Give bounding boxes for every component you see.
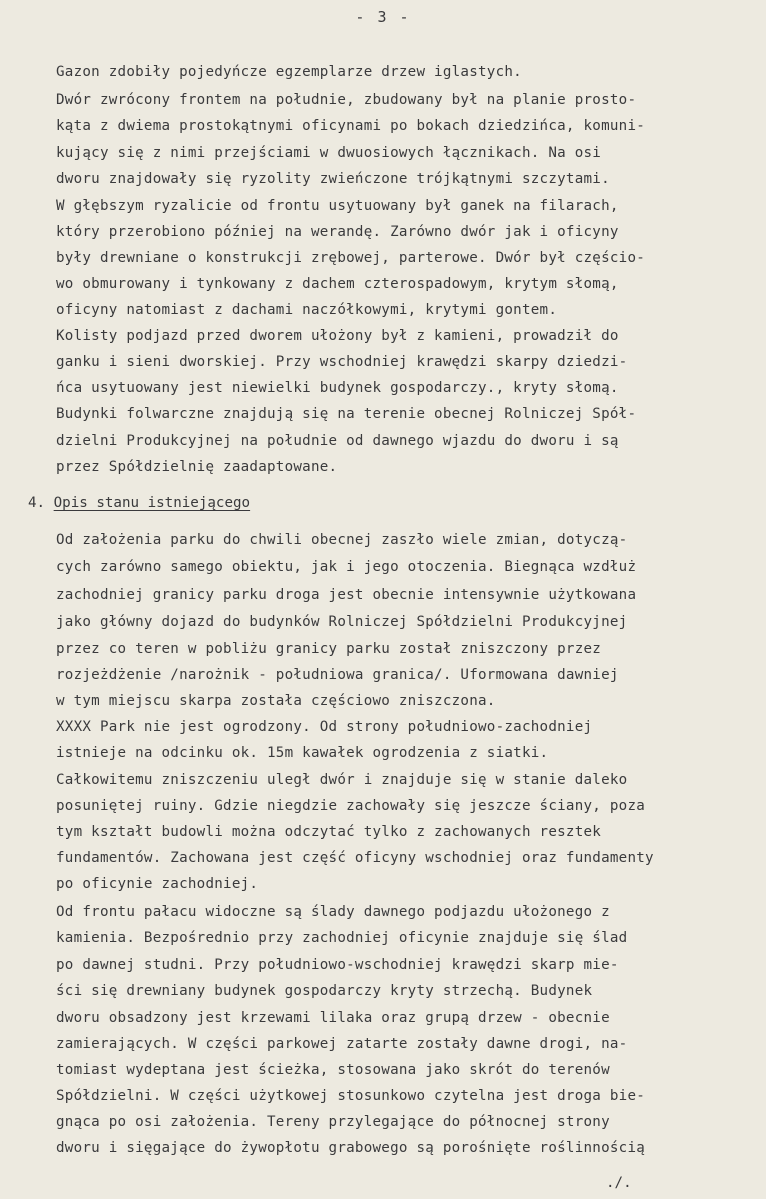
text-line: ńca usytuowany jest niewielki budynek gospodarczy., kryty słomą.	[56, 380, 619, 396]
text-line: po oficynie zachodniej.	[56, 876, 259, 892]
text-line: przez Spółdzielnię zaadaptowane.	[56, 459, 338, 475]
text-line: dworu obsadzony jest krzewami lilaka oraz grupą drzew - obecnie	[56, 1010, 610, 1026]
text-line: który przerobiono później na werandę. Zarówno dwór jak i oficyny	[56, 224, 619, 240]
text-line: Spółdzielni. W części użytkowej stosunkowo czytelna jest droga bie-	[56, 1088, 646, 1104]
page-number: - 3 -	[355, 8, 411, 26]
text-line: fundamentów. Zachowana jest część oficyny wschodniej oraz fundamenty	[56, 850, 654, 866]
text-line: kujący się z nimi przejściami w dwuosiowych łącznikach. Na osi	[56, 145, 602, 161]
text-line: istnieje na odcinku ok. 15m kawałek ogrodzenia z siatki.	[56, 745, 549, 761]
text-line: kamienia. Bezpośrednio przy zachodniej oficynie znajduje się ślad	[56, 930, 628, 946]
text-line: dzielni Produkcyjnej na południe od dawnego wjazdu do dworu i są	[56, 433, 619, 449]
text-line: Dwór zwrócony frontem na południe, zbudowany był na planie prosto-	[56, 92, 637, 108]
text-line: jako główny dojazd do budynków Rolniczej Spółdzielni Produkcyjnej	[56, 614, 628, 630]
text-line: wo obmurowany i tynkowany z dachem czterospadowym, krytym słomą,	[56, 276, 619, 292]
text-line: oficyny natomiast z dachami naczółkowymi, krytymi gontem.	[56, 302, 558, 318]
text-line: dworu i sięgające do żywopłotu grabowego są porośnięte roślinnością	[56, 1140, 646, 1156]
text-line: ści się drewniany budynek gospodarczy kryty strzechą. Budynek	[56, 983, 593, 999]
text-line: tym kształt budowli można odczytać tylko z zachowanych resztek	[56, 824, 602, 840]
continuation-mark: ./.	[606, 1175, 632, 1191]
text-line: były drewniane o konstrukcji zrębowej, parterowe. Dwór był częścio-	[56, 250, 646, 266]
text-line: przez co teren w pobliżu granicy parku został zniszczony przez	[56, 641, 602, 657]
text-line: Gazon zdobiły pojedyńcze egzemplarze drzew iglastych.	[56, 64, 522, 80]
text-line: po dawnej studni. Przy południowo-wschodniej krawędzi skarp mie-	[56, 957, 619, 973]
text-line: zachodniej granicy parku droga jest obecnie intensywnie użytkowana	[56, 587, 637, 603]
text-line: tomiast wydeptana jest ścieżka, stosowana jako skrót do terenów	[56, 1062, 610, 1078]
text-line: zamierających. W części parkowej zatarte zostały dawne drogi, na-	[56, 1036, 628, 1052]
text-line: Całkowitemu zniszczeniu uległ dwór i znajduje się w stanie daleko	[56, 772, 628, 788]
text-line: Od frontu pałacu widoczne są ślady dawnego podjazdu ułożonego z	[56, 904, 610, 920]
text-line: ganku i sieni dworskiej. Przy wschodniej krawędzi skarpy dziedzi-	[56, 354, 628, 370]
text-line: W głębszym ryzalicie od frontu usytuowany był ganek na filarach,	[56, 198, 619, 214]
text-line: Kolisty podjazd przed dworem ułożony był z kamieni, prowadził do	[56, 328, 619, 344]
section-heading	[28, 495, 250, 511]
text-line: XXXX Park nie jest ogrodzony. Od strony południowo-zachodniej	[56, 719, 593, 735]
text-line: dworu znajdowały się ryzolity zwieńczone trójkątnymi szczytami.	[56, 171, 610, 187]
text-line: rozjeżdżenie /narożnik - południowa granica/. Uformowana dawniej	[56, 667, 619, 683]
section-number: 4.	[28, 495, 46, 511]
text-line: posuniętej ruiny. Gdzie niegdzie zachowały się jeszcze ściany, poza	[56, 798, 646, 814]
text-line: gnąca po osi założenia. Tereny przylegające do północnej strony	[56, 1114, 610, 1130]
text-line: kąta z dwiema prostokątnymi oficynami po bokach dziedzińca, komuni-	[56, 118, 646, 134]
text-line: Od założenia parku do chwili obecnej zaszło wiele zmian, dotyczą-	[56, 532, 628, 548]
text-line: cych zarówno samego obiektu, jak i jego otoczenia. Biegnąca wzdłuż	[56, 559, 637, 575]
text-line: w tym miejscu skarpa została częściowo zniszczona.	[56, 693, 496, 709]
section-title: Opis stanu istniejącego	[53, 495, 251, 511]
text-line: Budynki folwarczne znajdują się na terenie obecnej Rolniczej Spół-	[56, 406, 637, 422]
